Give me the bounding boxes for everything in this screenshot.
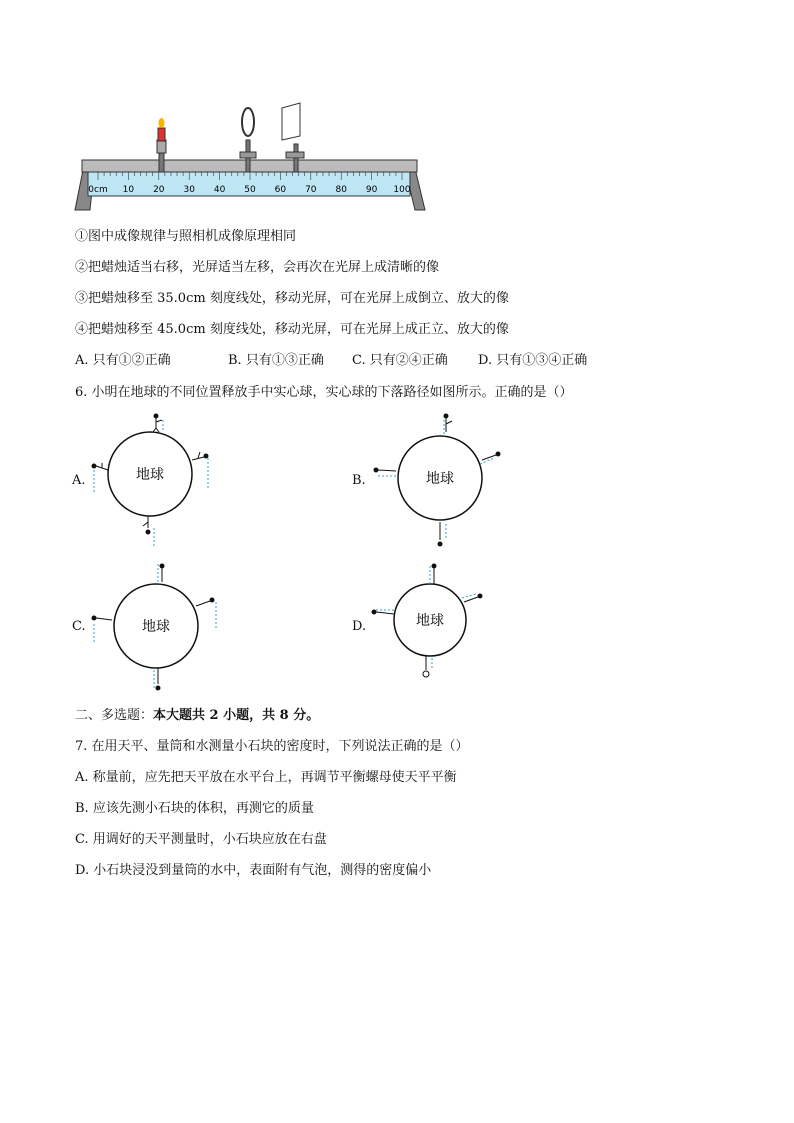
person-bottom bbox=[143, 516, 150, 534]
statement-1: ①图中成像规律与照相机成像原理相同 bbox=[75, 229, 297, 244]
ruler-tick-label: 70 bbox=[305, 185, 317, 195]
candle-post bbox=[159, 152, 164, 172]
person-left bbox=[372, 610, 394, 614]
ruler-tick-label: 90 bbox=[365, 185, 378, 195]
q7-option-a[interactable]: A. 称量前，应先把天平放在水平台上，再调节平衡螺母使天平平衡 bbox=[75, 770, 457, 785]
ruler-tick-label: 10 bbox=[122, 185, 135, 195]
ruler-tick-label: 80 bbox=[335, 185, 347, 195]
earth-label: 地球 bbox=[142, 619, 170, 635]
person-top bbox=[153, 414, 162, 432]
section-prefix: 二、多选题： bbox=[75, 708, 154, 723]
q6-label-d[interactable]: D. bbox=[352, 619, 367, 634]
person-right bbox=[192, 452, 208, 460]
earth-label: 地球 bbox=[136, 467, 164, 483]
earth-label: 地球 bbox=[426, 471, 454, 487]
globe-diagram-b bbox=[368, 408, 508, 553]
ruler-tick-label: 100 bbox=[393, 185, 411, 195]
optical-bench-figure bbox=[70, 100, 430, 218]
globe-diagram-a bbox=[88, 408, 218, 553]
earth-label: 地球 bbox=[416, 613, 444, 629]
section-heading bbox=[75, 707, 319, 725]
person-bottom bbox=[438, 522, 442, 546]
statement-4: ④把蜡烛移至 45.0cm 刻度线处，移动光屏，可在光屏上成正立、放大的像 bbox=[75, 322, 509, 337]
person-right bbox=[196, 598, 214, 606]
q6-label-c[interactable]: C. bbox=[72, 619, 86, 634]
lens-holder bbox=[240, 152, 256, 158]
candle-flame-icon bbox=[159, 118, 165, 128]
q7-option-d[interactable]: D. 小石块浸没到量筒的水中，表面附有气泡，测得的密度偏小 bbox=[75, 863, 432, 878]
person-left bbox=[92, 463, 108, 470]
screen-holder bbox=[286, 152, 304, 158]
person-bottom bbox=[156, 668, 160, 690]
path-right bbox=[480, 458, 494, 464]
person-right bbox=[464, 594, 482, 602]
ruler-tick-label: 30 bbox=[183, 185, 195, 195]
ruler-tick-label: 20 bbox=[153, 185, 165, 195]
q6-question: 6. 小明在地球的不同位置释放手中实心球，实心球的下落路径如图所示。正确的是（） bbox=[75, 385, 573, 400]
person-bottom bbox=[423, 656, 429, 677]
person-left bbox=[374, 468, 396, 472]
q7-option-b[interactable]: B. 应该先测小石块的体积，再测它的质量 bbox=[75, 801, 314, 816]
q5-option-a[interactable]: A. 只有①②正确 bbox=[75, 353, 171, 368]
candle-holder bbox=[157, 140, 166, 153]
q6-label-a[interactable]: A. bbox=[72, 473, 86, 488]
light-screen-icon bbox=[282, 103, 300, 140]
person-top bbox=[160, 564, 164, 582]
candle bbox=[158, 128, 165, 141]
ruler-tick-label: 40 bbox=[213, 185, 226, 195]
ruler-tick-label: 50 bbox=[244, 185, 256, 195]
globe-diagram-d bbox=[368, 558, 498, 698]
path-right bbox=[462, 594, 476, 598]
q7-question: 7. 在用天平、量筒和水测量小石块的密度时，下列说法正确的是（） bbox=[75, 739, 469, 754]
ruler-tick-label: 0cm bbox=[88, 185, 108, 195]
statement-3: ③把蜡烛移至 35.0cm 刻度线处，移动光屏，可在光屏上成倒立、放大的像 bbox=[75, 291, 509, 306]
q7-option-c[interactable]: C. 用调好的天平测量时，小石块应放在右盘 bbox=[75, 832, 327, 847]
section-detail: 本大题共 2 小题，共 8 分。 bbox=[153, 708, 320, 723]
q5-option-b[interactable]: B. 只有①③正确 bbox=[228, 353, 324, 368]
optical-bench-svg bbox=[70, 100, 430, 218]
globe-diagram-c bbox=[88, 558, 228, 698]
q5-option-c[interactable]: C. 只有②④正确 bbox=[352, 353, 448, 368]
person-top bbox=[444, 414, 452, 432]
statement-2: ②把蜡烛适当右移，光屏适当左移，会再次在光屏上成清晰的像 bbox=[75, 260, 440, 275]
q6-label-b[interactable]: B. bbox=[352, 473, 366, 488]
q5-option-d[interactable]: D. 只有①③④正确 bbox=[478, 353, 588, 368]
convex-lens-icon bbox=[242, 108, 254, 136]
person-left bbox=[92, 616, 112, 620]
person-top bbox=[432, 564, 436, 584]
ruler-tick-label: 60 bbox=[274, 185, 287, 195]
